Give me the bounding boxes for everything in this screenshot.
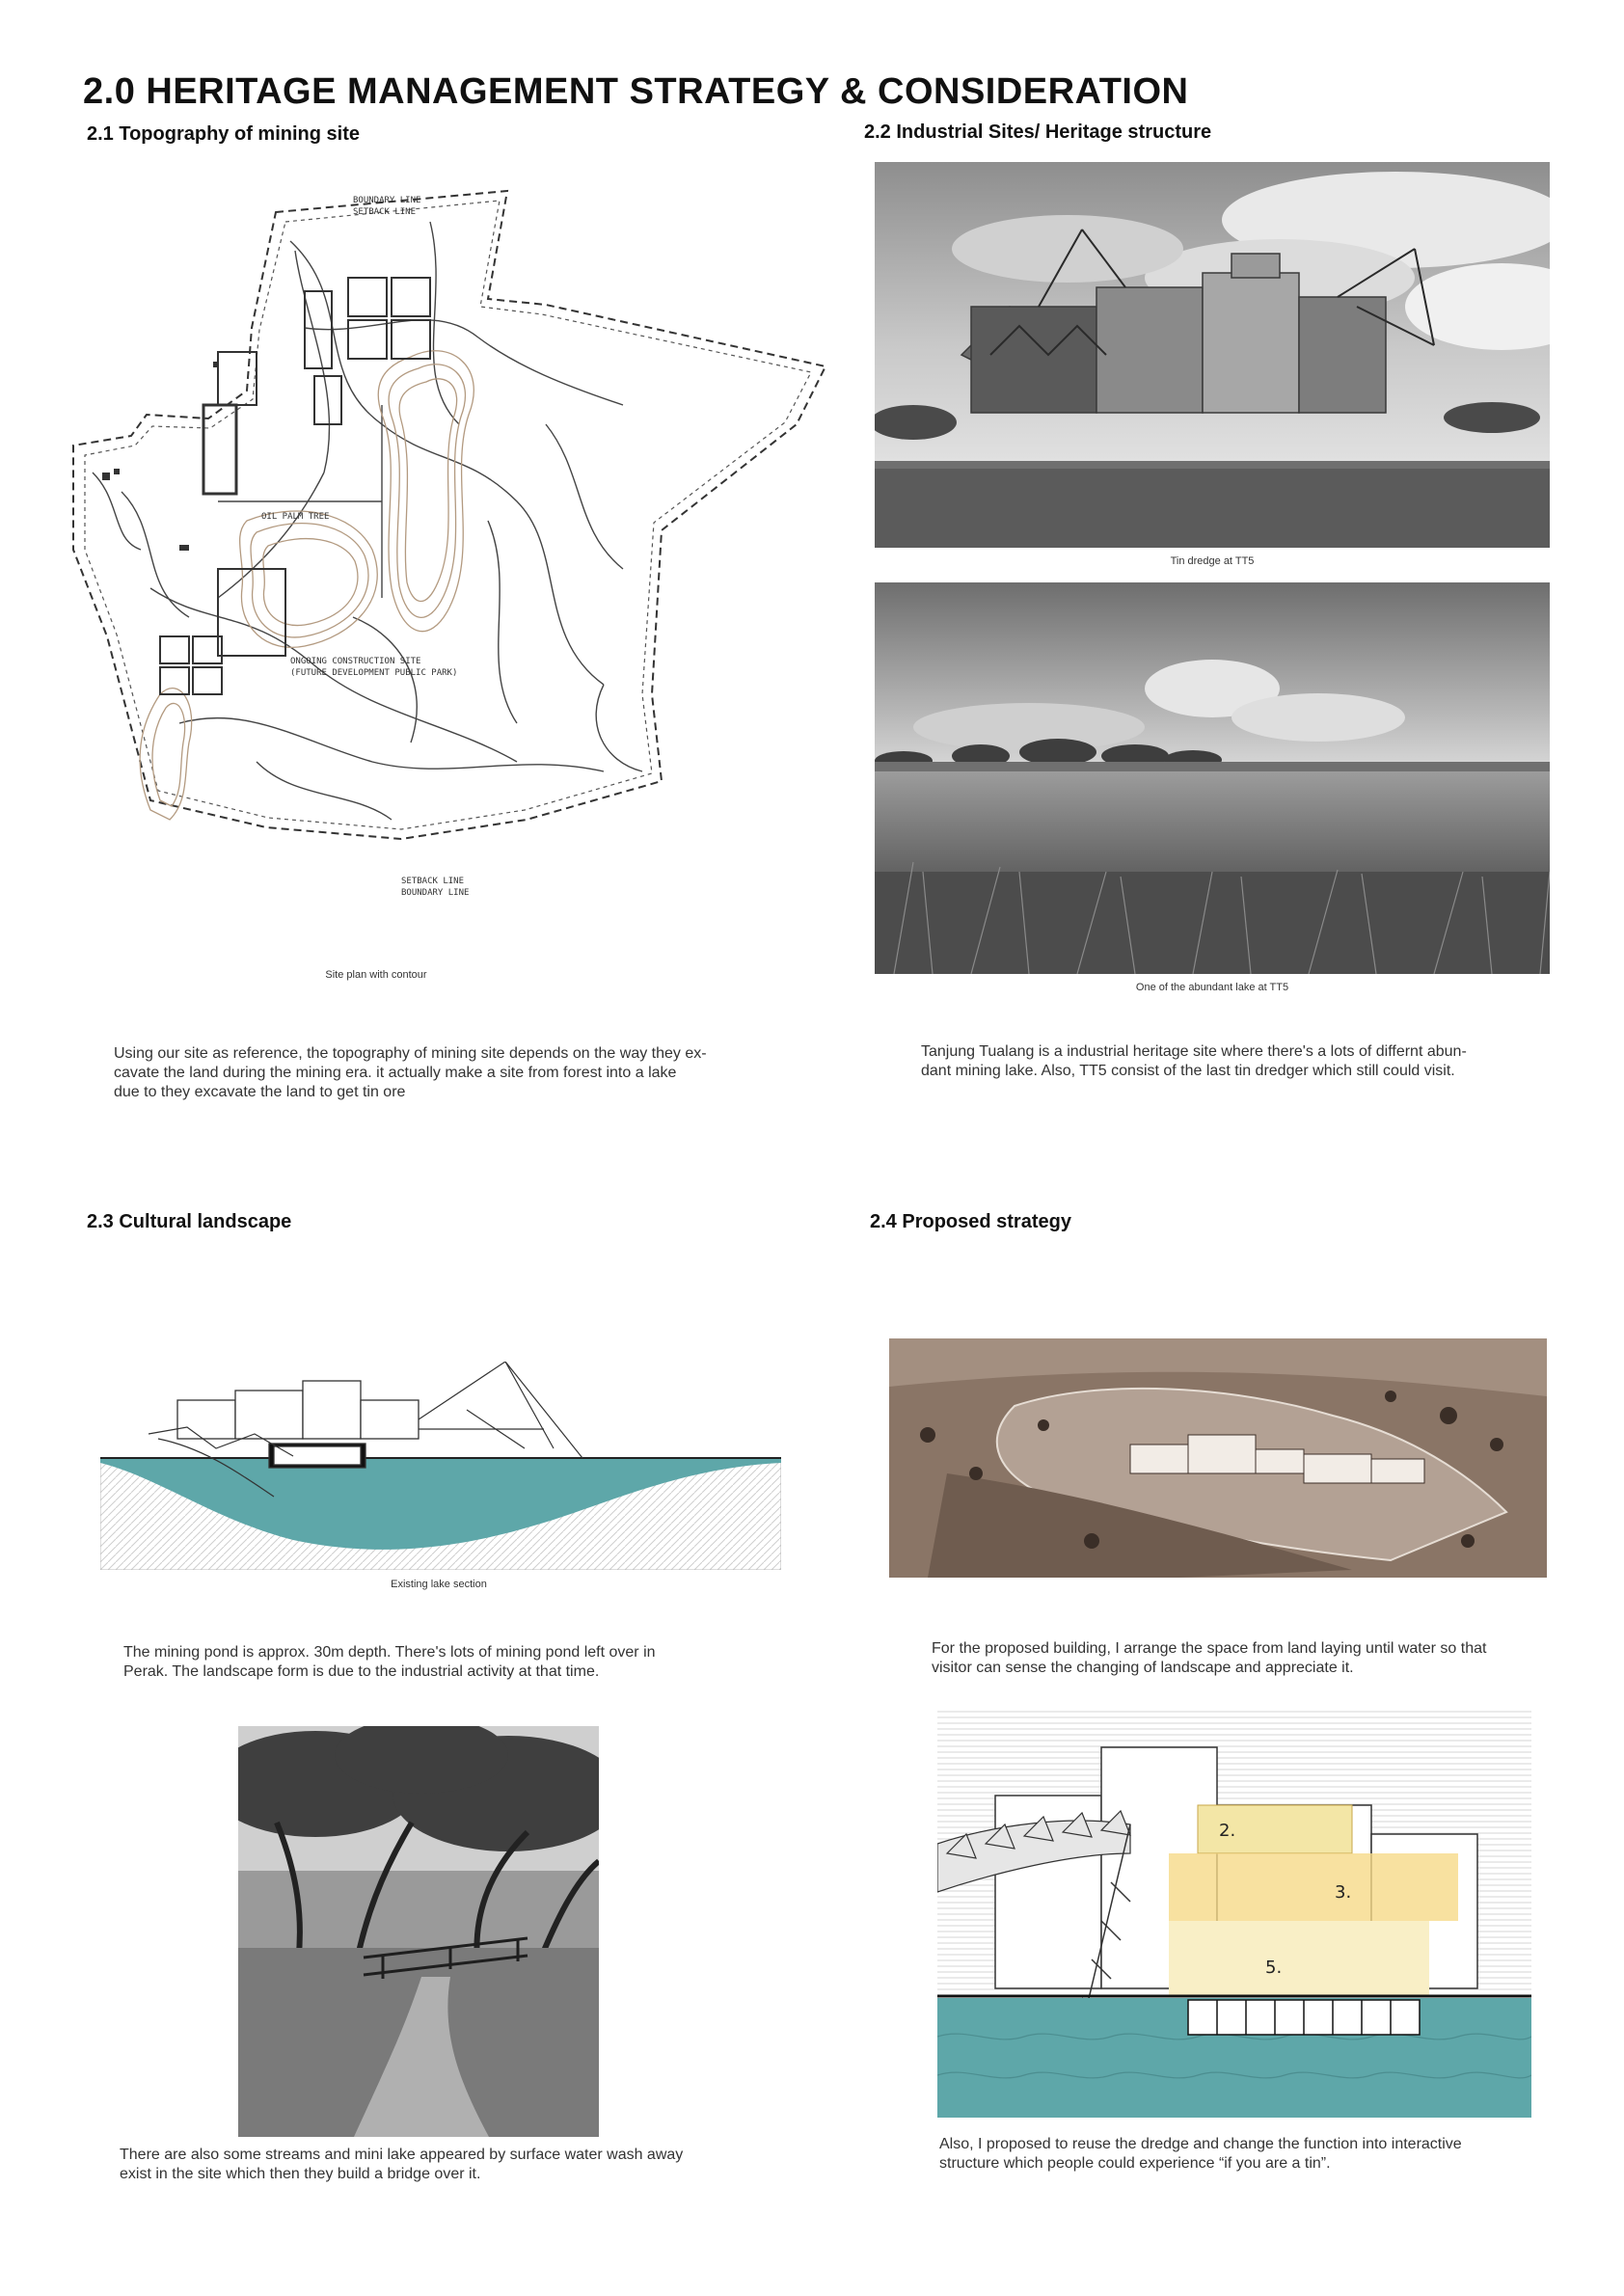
industrial-text-line-1: Tanjung Tualang is a industrial heritage site where there's a lots of differnt abun-	[921, 1043, 1467, 1060]
topography-description	[114, 1044, 808, 1102]
section-heading-industrial-sites: 2.2 Industrial Sites/ Heritage structure	[864, 122, 1212, 143]
site-plan-drawing	[64, 183, 835, 955]
section-heading-proposed-strategy: 2.4 Proposed strategy	[870, 1211, 1071, 1232]
page-title: 2.0 HERITAGE MANAGEMENT STRATEGY & CONSIDERATION	[83, 71, 1189, 112]
plan-label-setback-bottom: SETBACK LINE	[401, 877, 465, 886]
stream-bridge-photo	[238, 1726, 599, 2137]
cultural-text-line-2: Perak. The landscape form is due to the industrial activity at that time.	[123, 1663, 600, 1680]
site-plan	[64, 183, 835, 955]
reuse-dredge-description	[939, 2135, 1566, 2174]
plan-label-boundary-top: BOUNDARY LINE	[353, 196, 421, 205]
zone-label-3: 3.	[1335, 1882, 1352, 1903]
proposed-section-drawing	[937, 1709, 1531, 2118]
plan-label-oil-palm: OIL PALM TREE	[261, 512, 330, 522]
topography-text-line-3: due to they excavate the land to get tin ore	[114, 1084, 406, 1100]
plan-label-setback-top: SETBACK LINE	[353, 207, 417, 217]
stream-text-line-1: There are also some streams and mini lake appeared by surface water wash away	[120, 2147, 684, 2163]
section-heading-topography: 2.1 Topography of mining site	[87, 123, 360, 145]
zone-label-5: 5.	[1265, 1958, 1283, 1978]
proposed-aerial-render	[889, 1338, 1547, 1578]
cultural-landscape-description	[123, 1643, 779, 1682]
stream-description	[120, 2146, 795, 2184]
topography-text-line-2: cavate the land during the mining era. it actually make a site from forest into a lake	[114, 1065, 677, 1081]
proposed-text-line-1: For the proposed building, I arrange the space from land laying until water so that	[932, 1640, 1487, 1657]
tin-dredge-photo	[875, 162, 1550, 548]
industrial-sites-description	[921, 1042, 1586, 1081]
tin-dredge-caption: Tin dredge at TT5	[1170, 555, 1255, 567]
proposed-text-line-2: visitor can sense the changing of landscape and appreciate it.	[932, 1660, 1354, 1676]
proposed-strategy-description	[932, 1639, 1558, 1678]
plan-label-construction: ONGOING CONSTRUCTION SITE	[290, 657, 421, 666]
cultural-text-line-1: The mining pond is approx. 30m depth. There's lots of mining pond left over in	[123, 1644, 656, 1661]
reuse-text-line-1: Also, I proposed to reuse the dredge and change the function into interactive	[939, 2136, 1462, 2152]
lake-section-caption: Existing lake section	[391, 1579, 487, 1590]
lake-photo	[875, 582, 1550, 974]
section-heading-cultural-landscape: 2.3 Cultural landscape	[87, 1211, 292, 1232]
site-plan-caption: Site plan with contour	[325, 969, 427, 981]
plan-label-boundary-bottom: BOUNDARY LINE	[401, 888, 470, 898]
zone-label-2: 2.	[1219, 1821, 1236, 1841]
lake-caption: One of the abundant lake at TT5	[1135, 982, 1289, 993]
industrial-text-line-2: dant mining lake. Also, TT5 consist of the last tin dredger which still could visit.	[921, 1063, 1455, 1079]
lake-section-drawing	[100, 1362, 781, 1570]
topography-text-line-1: Using our site as reference, the topography of mining site depends on the way they ex-	[114, 1045, 707, 1062]
reuse-text-line-2: structure which people could experience “if you are a tin”.	[939, 2155, 1331, 2172]
stream-text-line-2: exist in the site which then they build a bridge over it.	[120, 2166, 481, 2182]
plan-label-future-park: (FUTURE DEVELOPMENT PUBLIC PARK)	[290, 668, 458, 678]
